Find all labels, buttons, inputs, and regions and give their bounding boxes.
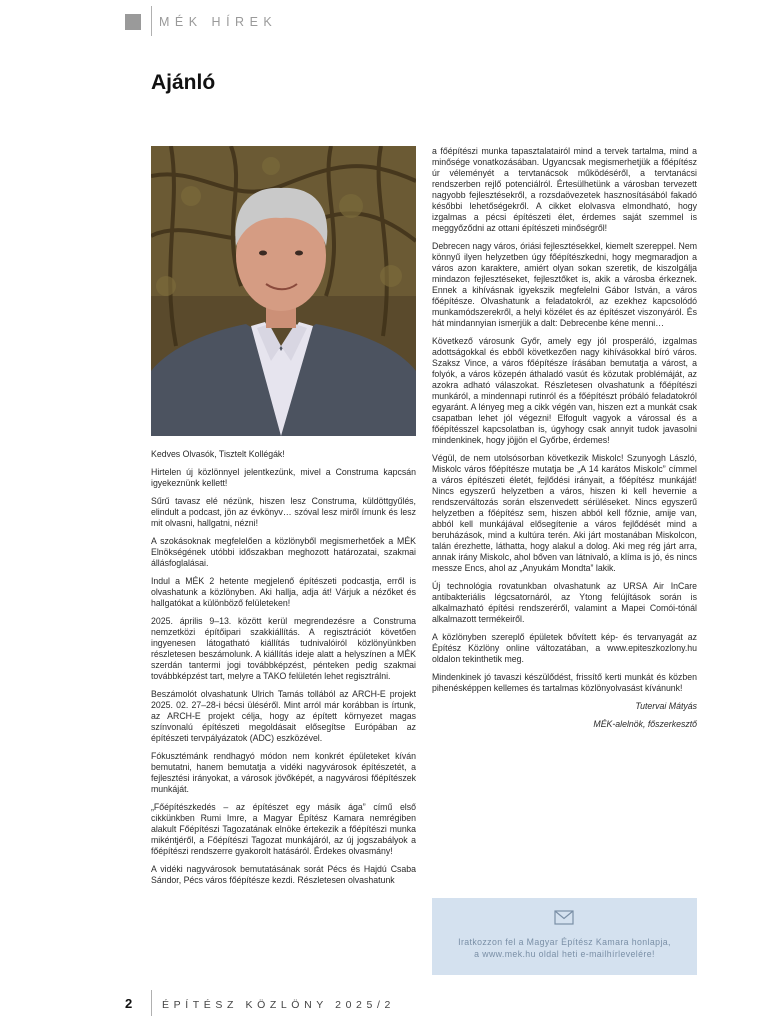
page-number: 2 bbox=[125, 996, 133, 1011]
paragraph: Debrecen nagy város, óriási fejlesztésekkel, kiemelt szereppel. Nem könnyű ilyen helyzetben úgy főépítészkedni, hogy megmaradjon a város azon karaktere, amiért olyan sokan szeretik, de kiszolgálja mindazon fejlesztéseket, fejlesztőket is, akik a városba érkeznek. Ennek a kihívásnak igyekszik megfelelni Gábor István, a város főépítésze. Olvashatunk a feladatokról, az ezekhez kapcsolódó munkamódszerekről, a helyi közélet és az építészet viszonyáról. És hát mindannyian ismerjük a dalt: Debrecenbe kéne menni… bbox=[432, 241, 697, 328]
paragraph: a főépítészi munka tapasztalatairól mind a tervek tartalma, mind a minősége vonatkozásában. Ugyancsak megismerhetjük a főépítész úr véleményét a tervtanácsok működéséről, a tervtanácsi rendszerben rejlő potenciálról. Értesülhetünk a városban tervezett nagyobb fejlesztésekről, a rozsdaövezetek hasznosításából fakadó későbbi lehetőségekről. A cikket elolvasva elmondható, hogy izgalmas a pécsi építészeti élet, érdemes saját szemmel is meggyőződni az ottani építészeti minőségről! bbox=[432, 146, 697, 233]
footer-divider bbox=[151, 990, 152, 1016]
paragraph: A vidéki nagyvárosok bemutatásának sorát Pécs és Hajdú Csaba Sándor, Pécs város főépítésze kezdi. Részletesen olvashatunk bbox=[151, 864, 416, 885]
envelope-icon bbox=[554, 910, 574, 925]
signature-name: Tutervai Mátyás bbox=[635, 701, 697, 711]
paragraph: Új technológia rovatunkban olvashatunk az URSA Air InCare antibakteriális légcsatornáról, az Ytong felújítások során is alkalmazható építési rendszeréről, valamint a Mapei Comói-tónál alkalmazott termékeiről. bbox=[432, 581, 697, 624]
publication-title: ÉPÍTÉSZ KÖZLÖNY 2025/2 bbox=[162, 999, 395, 1011]
article-title: Ajánló bbox=[151, 71, 216, 94]
salutation: Kedves Olvasók, Tisztelt Kollégák! bbox=[151, 449, 285, 459]
paragraph: A szokásoknak megfelelően a közlönyből megismerhetőek a MÉK Elnökségének utóbbi időszakban meghozott határozatai, szakmai állásfoglalásai. bbox=[151, 536, 416, 568]
header-divider bbox=[151, 6, 152, 36]
paragraph: Fókusztémánk rendhagyó módon nem konkrét épületeket kíván bemutatni, hanem bemutatja a vidéki nagyvárosok építészetét, a fejlesztési irányokat, a városok jövőképét, a nagyvárosi főépítészek munkáját. bbox=[151, 751, 416, 794]
article-column-left bbox=[151, 449, 416, 893]
paragraph: A közlönyben szereplő épületek bővített kép- és tervanyagát az Építész Közlöny online változatában, a www.epiteszkozlony.hu oldalon tekinthetik meg. bbox=[432, 632, 697, 664]
newsletter-promo-box[interactable] bbox=[432, 898, 697, 975]
paragraph: Hirtelen új közlönnyel jelentkezünk, mivel a Construma kapcsán igyekeznünk kellett! bbox=[151, 467, 416, 488]
signature-role: MÉK-alelnök, főszerkesztő bbox=[593, 719, 697, 729]
paragraph: Végül, de nem utolsósorban következik Miskolc! Szunyogh László, Miskolc város főépítésze mutatja be „A 14 karátos Miskolc” címmel a város építészeti életét, fejlődési irányait, a főépítész munkáját! Nincs egyszerű helyzetben a város, hiszen ki kell hevernie a rendszerváltozás során elszenvedett sérüléseket. Nincs egyszerű helyzetben a főépítész sem, hiszen abból kell főznie, amije van, abból kell munkájával elősegítenie a város fejlődését mind a beruházások, mind a kultúra terén. Aki járt mostanában Miskolcon, talán érezhette, láthatta, hogy alakul a dolog. Aki meg rég járt arra, annak irány Miskolc, ahol bőven van látnivaló, a klíma is jó, és nincs messze Encs, ahol az „Anyukám Mondta” lakik. bbox=[432, 453, 697, 573]
author-photo bbox=[151, 146, 416, 436]
section-label: MÉK HÍREK bbox=[159, 15, 278, 29]
paragraph: Indul a MÉK 2 hetente megjelenő építészeti podcastja, erről is olvashatunk a közlönyben. Aki hallja, adja át! Várjuk a nézőket és hallgatókat a különböző felületeken! bbox=[151, 576, 416, 608]
paragraph: Mindenkinek jó tavaszi készülődést, frissítő kerti munkát és közben pihenésképpen kellemes és tartalmas közlönyolvasást kívánunk! bbox=[432, 672, 697, 693]
paragraph: Beszámolót olvashatunk Ulrich Tamás tollából az ARCH-E projekt 2025. 02. 27–28-i bécsi üléséről. Mint arról már korábban is írtunk, az ARCH-E projekt célja, hogy az épített környezet magas színvonalú építészeti megoldásait elősegítse Európában az építészeti tervpályázatok (ADC) eszközével. bbox=[151, 689, 416, 743]
section-marker bbox=[125, 14, 141, 30]
article-column-right bbox=[432, 146, 697, 737]
promo-line[interactable]: a www.mek.hu oldal heti e-mailhírlevelére! bbox=[474, 949, 655, 959]
paragraph: „Főépítészkedés – az építészet egy másik ága” című első cikkünkben Rumi Imre, a Magyar Építész Kamara nemrégiben alakult Főépítészi Tagozatának elnöke értekezik a főépítészi munka mikéntjéről, a Főépítészi Tagozat munkájáról, az új jogszabályok a főépítészi rendszerre gyakorolt hatásáról. Érdekes olvasmány! bbox=[151, 802, 416, 856]
newsletter-promo-text bbox=[432, 936, 697, 960]
paragraph: Sűrű tavasz elé nézünk, hiszen lesz Construma, küldöttgyűlés, elindult a podcast, jön az évkönyv… szóval lesz miről írnunk és lesz mit olvasni, hallgatni, nézni! bbox=[151, 496, 416, 528]
paragraph: Következő városunk Győr, amely egy jól prosperáló, izgalmas adottságokkal és ebből következően nagy kihívásokkal bíró város. Szaksz Vince, a város főépítésze írásában bemutatja a várost, a folyók, a város közepén áthaladó vasút és közutak problémáját, az azokra adható válaszokat. Részletesen olvashatunk a főépítészi munkáról, a mindennapi rutinról és a főépítészt próbáló feladatokról egyaránt. A lényeg meg a cikk végén van, hiszen ezt a munkát csak csapatban lehet jól végezni! Elfogult vagyok a várossal és a főépítésszel kapcsolatban is, úgyhogy csak annyit tudok javasolni mindenkinek, hogy jöjjön el Győrbe, érdemes! bbox=[432, 336, 697, 445]
promo-line: Iratkozzon fel a Magyar Építész Kamara honlapja, bbox=[458, 937, 671, 947]
paragraph: 2025. április 9–13. között kerül megrendezésre a Construma nemzetközi építőipari szakkiállítás. A regisztrációt követően ingyenesen látogatható kiállítás tudnivalóiról közlönyünkben részletesen beszámolunk. A kiállítás ideje alatt a helyszínen a MÉK szerdán tantermi jogi továbbképzést, pénteken pedig szakmai továbbképzést tart, melyre a TAKO felületén lehet regisztrálni. bbox=[151, 616, 416, 681]
